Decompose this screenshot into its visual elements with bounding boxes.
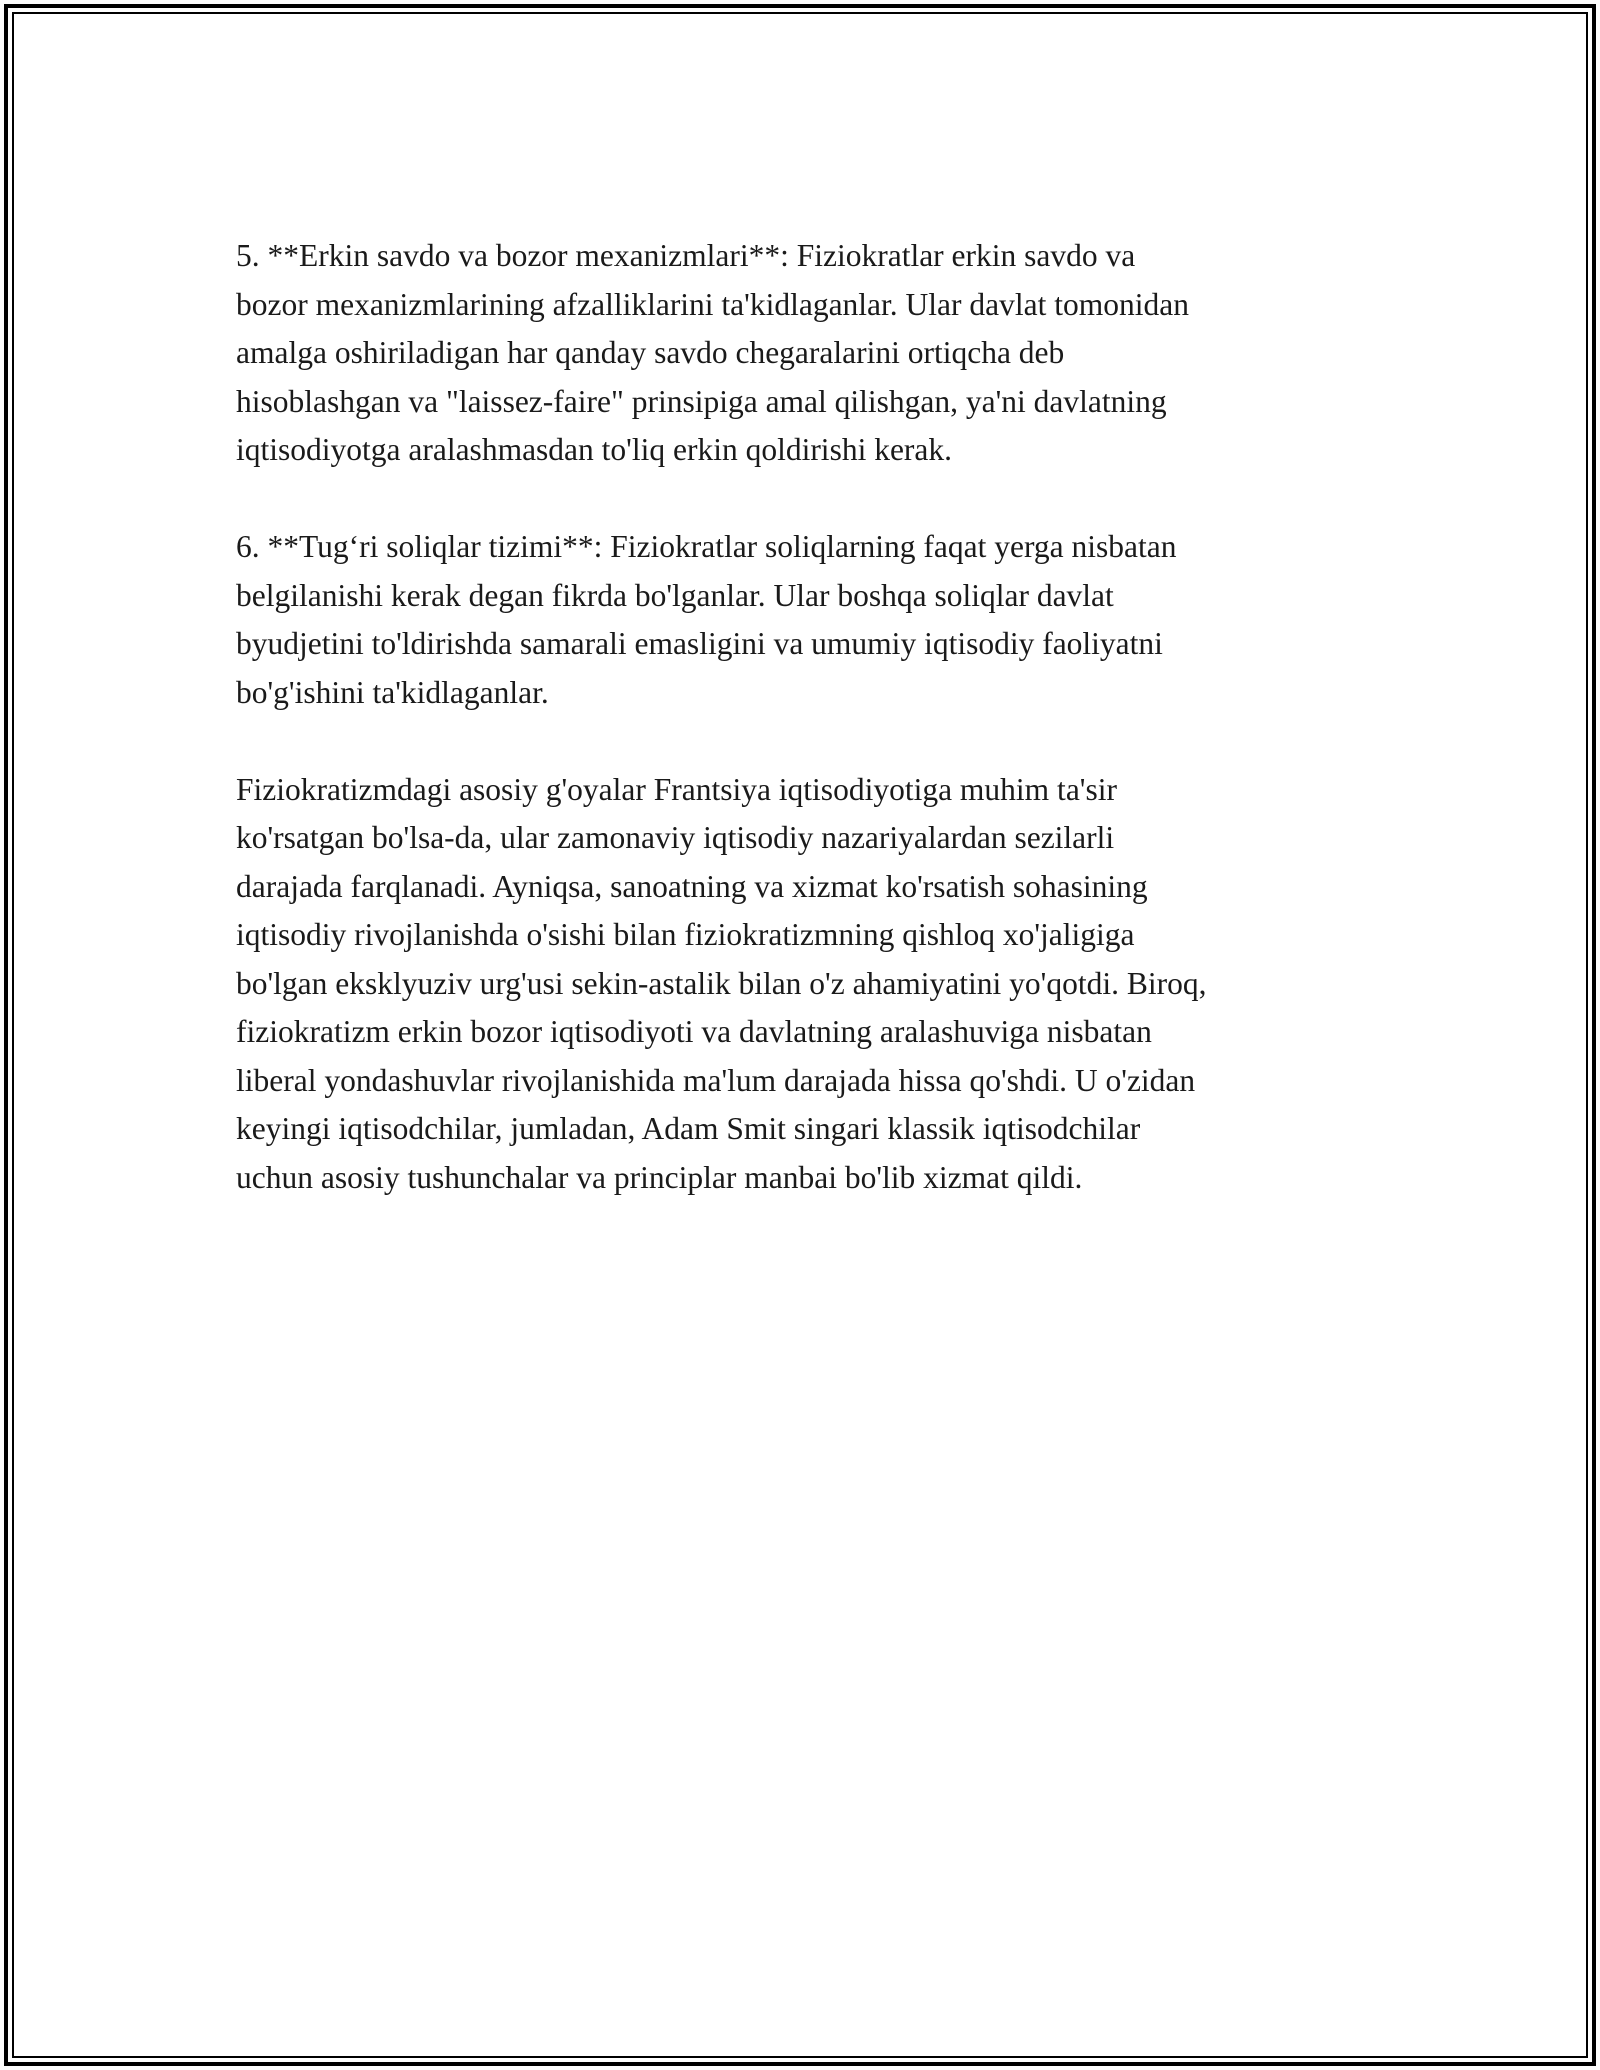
paragraph-erkin-savdo: 5. **Erkin savdo va bozor mexanizmlari**: Fiziokratlar erkin savdo va bozor mexanizmlarining afzalliklarini ta'kidlaganlar. Ular davlat tomonidan amalga oshiriladigan har qanday savdo chegaralarini ortiqcha deb hisoblashgan va "laissez-faire" prinsipiga amal qilishgan, ya'ni davlatning iqtisodiyotga aralashmasdan to'liq erkin qoldirishi kerak.	[236, 238, 1189, 467]
paragraph-soliqlar-tizimi: 6. **Tug‘ri soliqlar tizimi**: Fiziokratlar soliqlarning faqat yerga nisbatan belgilanishi kerak degan fikrda bo'lganlar. Ular boshqa soliqlar davlat byudjetini to'ldirishda samarali emasligini va umumiy iqtisodiy faoliyatni bo'g'ishini ta'kidlaganlar.	[236, 529, 1177, 710]
paragraph-xulosa: Fiziokratizmdagi asosiy g'oyalar Frantsiya iqtisodiyotiga muhim ta'sir ko'rsatgan bo'lsa-da, ular zamonaviy iqtisodiy nazariyalardan sezilarli darajada farqlanadi. Ayniqsa, sanoatning va xizmat ko'rsatish sohasining iqtisodiy rivojlanishda o'sishi bilan fiziokratizmning qishloq xo'jaligiga bo'lgan eksklyuziv urg'usi sekin-astalik bilan o'z ahamiyatini yo'qotdi. Biroq, fiziokratizm erkin bozor iqtisodiyoti va davlatning aralashuviga nisbatan liberal yondashuvlar rivojlanishida ma'lum darajada hissa qo'shdi. U o'zidan keyingi iqtisodchilar, jumladan, Adam Smit singari klassik iqtisodchilar uchun asosiy tushunchalar va principlar manbai bo'lib xizmat qildi.	[236, 771, 1207, 1195]
document-body	[236, 232, 1376, 1251]
